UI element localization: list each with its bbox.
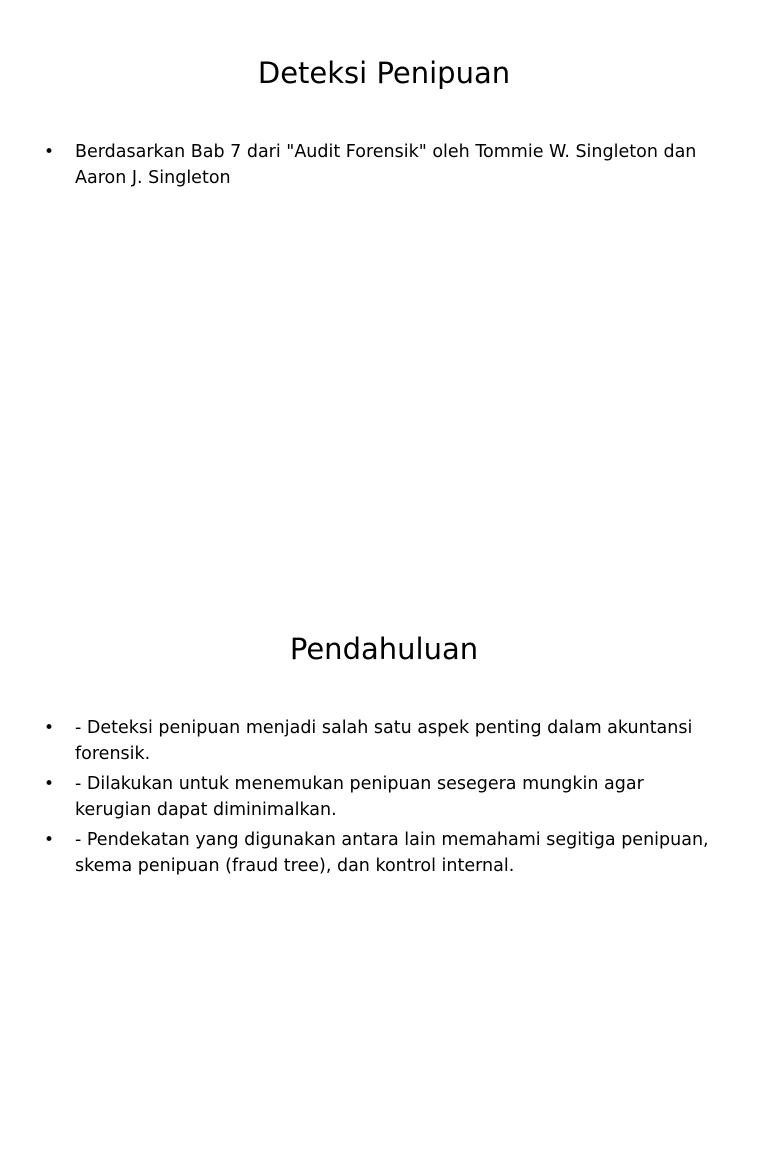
bullet-item (0, 827, 768, 879)
bullet-text: - Pendekatan yang digunakan antara lain memahami segitiga penipuan, skema penipuan (fraud tree), dan kontrol internal. (75, 830, 709, 876)
bullet-icon: • (44, 830, 55, 850)
bullet-icon: • (44, 774, 55, 794)
bullet-text: - Dilakukan untuk menemukan penipuan sesegera mungkin agar kerugian dapat diminimalkan. (75, 774, 644, 820)
bullet-text: Berdasarkan Bab 7 dari "Audit Forensik" oleh Tommie W. Singleton dan Aaron J. Singleton (75, 142, 697, 188)
bullet-list (0, 139, 768, 195)
bullet-item (0, 715, 768, 767)
bullet-icon: • (44, 142, 55, 162)
slide-title: Deteksi Penipuan (257, 56, 511, 90)
bullet-list (0, 715, 768, 883)
bullet-item (0, 139, 768, 191)
bullet-item (0, 771, 768, 823)
bullet-text: - Deteksi penipuan menjadi salah satu aspek penting dalam akuntansi forensik. (75, 718, 693, 764)
slide-2 (0, 576, 768, 1152)
bullet-icon: • (44, 718, 55, 738)
slide-title: Pendahuluan (289, 632, 479, 666)
